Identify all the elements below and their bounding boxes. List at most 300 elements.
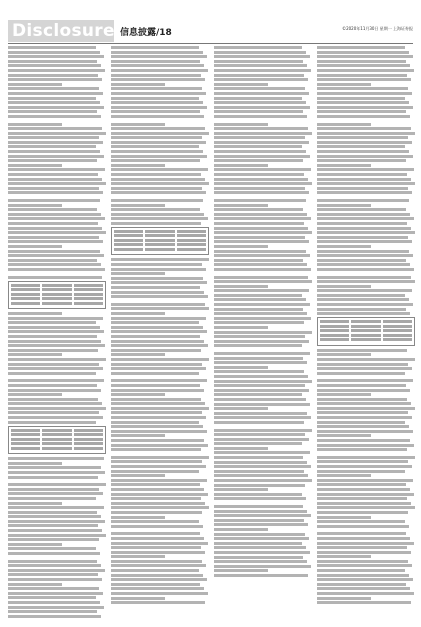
text-line (317, 583, 406, 586)
text-line (111, 511, 202, 514)
table-cell (114, 230, 143, 233)
table-cell (11, 433, 40, 436)
text-line (111, 379, 207, 382)
text-line (317, 145, 405, 148)
text-line (317, 303, 413, 306)
text-line (8, 101, 100, 104)
text-line (214, 303, 310, 306)
table-row (320, 338, 412, 341)
text-line (317, 308, 406, 311)
text-line (8, 492, 103, 495)
text-line (111, 217, 208, 220)
text-line (8, 462, 62, 465)
text-line (317, 69, 414, 72)
text-line (317, 208, 406, 211)
text-line (317, 182, 415, 185)
text-line (8, 326, 100, 329)
text-line (8, 534, 106, 537)
text-line (8, 46, 96, 49)
table-row (11, 433, 103, 436)
text-line (8, 578, 102, 581)
text-line (214, 236, 305, 239)
text-line (214, 141, 309, 144)
text-line (214, 173, 304, 176)
text-line (317, 213, 410, 216)
text-line (111, 141, 206, 144)
text-line (317, 520, 405, 523)
text-line (111, 74, 201, 77)
text-line (317, 460, 408, 463)
text-line (317, 372, 405, 375)
table-cell (11, 284, 40, 287)
text-line (111, 592, 208, 595)
text-line (214, 533, 305, 536)
text-line (214, 110, 303, 113)
text-line (8, 145, 96, 148)
table-row (114, 230, 206, 233)
text-line (317, 46, 405, 49)
text-line (214, 97, 302, 100)
text-line (317, 502, 411, 505)
text-line (214, 254, 310, 257)
text-line (8, 115, 101, 118)
table-cell (74, 288, 103, 291)
text-line (317, 78, 411, 81)
text-line (317, 155, 413, 158)
text-line (317, 127, 411, 130)
text-line (111, 60, 200, 63)
text-line (214, 326, 268, 329)
table-row (11, 302, 103, 305)
text-line (8, 497, 96, 500)
text-line (317, 289, 412, 292)
text-line (214, 294, 302, 297)
table-cell (114, 243, 143, 246)
table-cell (351, 329, 380, 332)
text-line (8, 488, 99, 491)
text-line (8, 55, 104, 58)
text-line (317, 204, 371, 207)
text-line (317, 551, 411, 554)
text-line (111, 542, 208, 545)
text-line (8, 384, 97, 387)
text-line (317, 470, 405, 473)
text-line (317, 222, 407, 225)
text-line (317, 511, 408, 514)
text-line (8, 173, 98, 176)
text-line (214, 528, 268, 531)
text-line (317, 411, 408, 414)
text-line (317, 525, 409, 528)
text-line (317, 393, 371, 396)
text-line (317, 564, 412, 567)
text-line (8, 231, 106, 234)
text-line (317, 64, 410, 67)
text-line (111, 321, 199, 324)
table-cell (74, 429, 103, 432)
text-line (317, 217, 414, 220)
text-line (111, 402, 205, 405)
text-line (111, 560, 202, 563)
text-line (111, 208, 200, 211)
text-line (111, 416, 206, 419)
text-line (111, 307, 209, 310)
text-line (317, 497, 407, 500)
text-line (111, 132, 209, 135)
text-line (214, 429, 312, 432)
text-line (317, 569, 405, 572)
text-line (111, 430, 207, 433)
text-line (317, 199, 409, 202)
text-line (214, 412, 307, 415)
table-cell (383, 329, 412, 332)
text-line (214, 551, 310, 554)
text-line (214, 574, 308, 577)
table-cell (11, 297, 40, 300)
table-cell (11, 447, 40, 450)
text-line (317, 444, 414, 447)
text-line (214, 245, 268, 248)
text-line (214, 519, 304, 522)
table-cell (42, 433, 71, 436)
table-cell (11, 288, 40, 291)
text-line (317, 298, 409, 301)
text-line (8, 353, 62, 356)
text-line (214, 352, 310, 355)
text-line (8, 217, 105, 220)
text-line (214, 51, 306, 54)
text-line (111, 291, 204, 294)
text-line (8, 476, 98, 479)
text-line (214, 136, 305, 139)
text-line (317, 578, 413, 581)
table-cell (383, 325, 412, 328)
text-line (8, 191, 103, 194)
text-line (214, 127, 308, 130)
text-line (8, 506, 104, 509)
text-line (214, 384, 305, 387)
text-line (214, 78, 308, 81)
table-cell (11, 293, 40, 296)
text-line (111, 263, 202, 266)
table-cell (114, 248, 143, 251)
text-line (8, 367, 103, 370)
text-line (111, 281, 207, 284)
text-line (214, 451, 310, 454)
text-line (111, 516, 165, 519)
text-line (8, 335, 97, 338)
text-line (8, 411, 99, 414)
text-line (317, 173, 407, 176)
text-line (317, 474, 371, 477)
text-line (8, 159, 97, 162)
text-line (317, 597, 371, 600)
text-line (214, 331, 312, 334)
table-cell (383, 334, 412, 337)
text-line (317, 483, 406, 486)
text-line (8, 483, 106, 486)
text-line (8, 587, 99, 590)
text-line (214, 344, 302, 347)
text-line (214, 357, 303, 360)
text-line (8, 51, 100, 54)
text-line (111, 470, 199, 473)
text-line (214, 217, 311, 220)
text-line (111, 434, 165, 437)
text-line (111, 178, 205, 181)
text-line (8, 150, 100, 153)
table-row (11, 284, 103, 287)
text-line (317, 250, 409, 253)
text-line (214, 523, 308, 526)
table-cell (177, 230, 206, 233)
text-line (214, 289, 309, 292)
table-cell (145, 239, 174, 242)
text-line (111, 335, 200, 338)
text-line (8, 276, 102, 279)
text-line (214, 115, 307, 118)
text-line (214, 317, 311, 320)
text-line (8, 569, 105, 572)
text-line (214, 55, 310, 58)
table-row (114, 243, 206, 246)
table-cell (11, 302, 40, 305)
text-line (111, 569, 199, 572)
text-line (317, 83, 371, 86)
text-line (317, 493, 414, 496)
header-divider (8, 43, 413, 44)
text-line (111, 312, 165, 315)
text-line (8, 240, 103, 243)
text-line (214, 403, 310, 406)
text-line (8, 155, 104, 158)
text-line (111, 110, 200, 113)
page-header (8, 20, 413, 42)
table-cell (320, 334, 349, 337)
text-line (8, 529, 102, 532)
text-line (111, 168, 208, 171)
text-line (111, 367, 206, 370)
table-cell (42, 447, 71, 450)
text-line (214, 514, 311, 517)
text-line (214, 250, 306, 253)
text-line (214, 87, 305, 90)
text-line (317, 60, 406, 63)
text-line (8, 123, 62, 126)
text-line (317, 276, 411, 279)
table-cell (351, 320, 380, 323)
text-line (317, 231, 415, 234)
text-line (8, 466, 101, 469)
text-line (317, 74, 407, 77)
text-line (111, 204, 165, 207)
text-line (317, 141, 412, 144)
text-line (214, 542, 302, 545)
text-line (317, 402, 411, 405)
text-line (8, 402, 102, 405)
text-line (214, 101, 306, 104)
text-line (214, 393, 302, 396)
text-line (214, 132, 312, 135)
text-line (8, 254, 104, 257)
table-cell (42, 438, 71, 441)
text-line (214, 416, 311, 419)
text-line (317, 479, 413, 482)
text-line (214, 447, 268, 450)
text-line (214, 537, 309, 540)
date-and-publication: ©2020年11月30日 星期一 上海证券报 (342, 26, 413, 31)
text-line (8, 610, 97, 613)
table-cell (320, 329, 349, 332)
text-line (214, 366, 268, 369)
text-line (111, 488, 204, 491)
text-line (8, 379, 104, 382)
text-line (111, 393, 165, 396)
text-line (8, 349, 98, 352)
table-cell (383, 338, 412, 341)
text-line (214, 505, 303, 508)
text-line (214, 123, 268, 126)
text-line (317, 601, 411, 604)
text-line (111, 497, 201, 500)
text-line (111, 78, 205, 81)
text-line (317, 285, 371, 288)
table-cell (351, 325, 380, 328)
text-line (8, 222, 98, 225)
text-line (317, 532, 406, 535)
text-line (111, 372, 199, 375)
text-line (8, 127, 102, 130)
text-line (8, 317, 103, 320)
text-line (8, 110, 97, 113)
text-line (111, 155, 207, 158)
text-line (111, 191, 206, 194)
text-line (8, 573, 98, 576)
text-line (111, 601, 205, 604)
text-line (8, 64, 101, 67)
column-2 (111, 46, 209, 618)
text-line (214, 565, 311, 568)
text-line (111, 358, 209, 361)
text-line (317, 488, 410, 491)
text-line (111, 115, 204, 118)
table-cell (74, 438, 103, 441)
table-row (11, 297, 103, 300)
text-line (111, 546, 201, 549)
text-line (214, 421, 304, 424)
table-cell (320, 320, 349, 323)
text-line (111, 145, 199, 148)
text-line (8, 87, 99, 90)
text-line (111, 46, 199, 49)
text-line (317, 97, 405, 100)
text-line (317, 240, 412, 243)
text-line (111, 317, 206, 320)
text-line (111, 564, 206, 567)
text-line (317, 398, 407, 401)
text-line (214, 159, 303, 162)
text-line (317, 236, 408, 239)
text-line (214, 150, 306, 153)
text-line (214, 442, 302, 445)
text-line (8, 199, 100, 202)
text-line (8, 106, 104, 109)
text-line (8, 236, 99, 239)
table-cell (42, 284, 71, 287)
text-line (317, 384, 406, 387)
text-line (111, 159, 200, 162)
text-line (111, 344, 208, 347)
text-line (214, 389, 309, 392)
table-row (320, 334, 412, 337)
text-line (214, 155, 310, 158)
text-line (317, 555, 371, 558)
text-line (317, 312, 410, 315)
text-line (317, 587, 410, 590)
text-line (317, 92, 412, 95)
text-line (111, 272, 165, 275)
text-line (317, 110, 406, 113)
table-cell (320, 338, 349, 341)
table-cell (177, 239, 206, 242)
table-cell (74, 447, 103, 450)
text-line (8, 69, 105, 72)
text-line (111, 448, 201, 451)
table-cell (74, 284, 103, 287)
text-line (317, 416, 412, 419)
column-4 (317, 46, 415, 618)
text-line (317, 367, 412, 370)
text-line (111, 532, 200, 535)
text-line (8, 312, 62, 315)
text-line (214, 380, 312, 383)
text-line (111, 551, 205, 554)
text-line (8, 182, 106, 185)
text-line (317, 379, 413, 382)
text-line (317, 268, 414, 271)
text-line (214, 340, 309, 343)
text-line (214, 227, 308, 230)
text-line (214, 298, 306, 301)
text-line (111, 555, 165, 558)
text-line (111, 330, 207, 333)
text-line (317, 123, 371, 126)
text-line (111, 295, 208, 298)
text-line (111, 421, 199, 424)
text-line (111, 286, 200, 289)
text-line (214, 276, 308, 279)
text-line (317, 353, 371, 356)
column-1 (8, 46, 106, 618)
text-line (214, 438, 309, 441)
text-line (317, 254, 413, 257)
text-line (8, 344, 105, 347)
text-line (317, 150, 409, 153)
text-line (317, 425, 409, 428)
text-line (8, 187, 99, 190)
text-line (214, 46, 302, 49)
text-line (214, 204, 268, 207)
table-cell (42, 297, 71, 300)
table-cell (145, 234, 174, 237)
brand-title: Disclosure (12, 21, 115, 41)
table-row (11, 442, 103, 445)
text-line (8, 141, 103, 144)
text-line (214, 497, 306, 500)
text-line (317, 506, 415, 509)
data-table (111, 227, 209, 256)
text-line (214, 187, 305, 190)
